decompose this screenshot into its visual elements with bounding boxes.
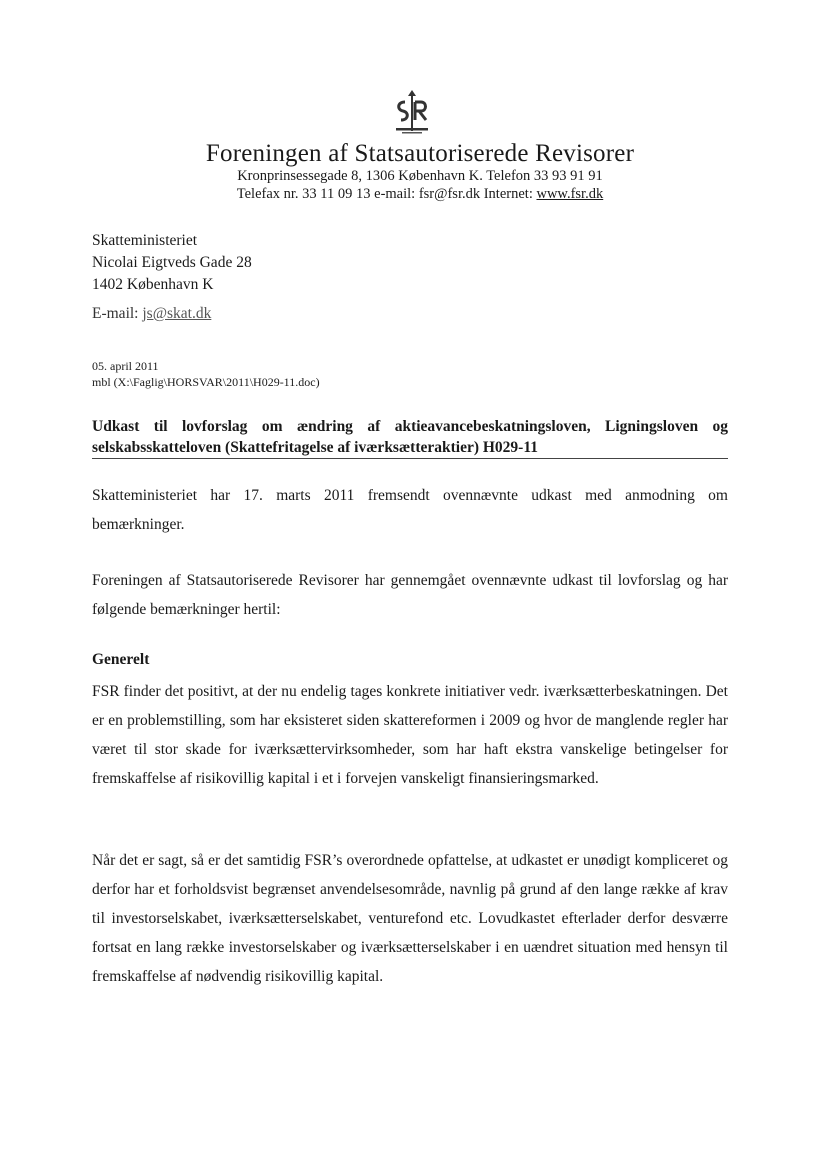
document-reference: mbl (X:\Faglig\HORSVAR\2011\H029-11.doc) bbox=[92, 375, 320, 389]
body-paragraph-3: FSR finder det positivt, at der nu endelig tages konkrete initiativer vedr. iværksætterbeskatningen. Det er en problemstilling, som har eksisteret siden skattereformen i 2009 og hvor de manglende regler har været til stor skade for iværksættervirksomheder, som har haft ekstra vanskelige betingelser for fremskaffelse af risikovillig kapital i et i forvejen vanskeligt finansieringsmarked. bbox=[92, 683, 728, 787]
recipient-email bbox=[92, 305, 211, 323]
body-paragraph-1: Skatteministeriet har 17. marts 2011 fremsendt ovennævnte udkast med anmodning om bemærkninger. bbox=[92, 487, 728, 533]
recipient-city: 1402 København K bbox=[92, 276, 214, 293]
recipient-name: Skatteministeriet bbox=[92, 232, 198, 249]
section-heading-generelt: Generelt bbox=[92, 651, 150, 668]
organization-contact bbox=[0, 186, 826, 203]
letter-date: 05. april 2011 bbox=[92, 359, 159, 373]
email-label: E-mail: bbox=[92, 305, 143, 322]
organization-address: Kronprinsessegade 8, 1306 København K. Telefon 33 93 91 91 bbox=[237, 168, 603, 184]
letter-subject: Udkast til lovforslag om ændring af aktieavancebeskatningsloven, Ligningsloven og selskabsskatteloven (Skattefritagelse af iværksætteraktier) H029-11 bbox=[92, 418, 728, 456]
email-link[interactable]: js@skat.dk bbox=[142, 305, 212, 322]
website-link[interactable]: www.fsr.dk bbox=[536, 186, 604, 202]
contact-details: Telefax nr. 33 11 09 13 e-mail: fsr@fsr.dk Internet: bbox=[236, 186, 537, 202]
body-paragraph-2: Foreningen af Statsautoriserede Revisorer har gennemgået ovennævnte udkast til lovforslag og har følgende bemærkninger hertil: bbox=[92, 572, 728, 618]
fsr-logo bbox=[388, 88, 436, 136]
recipient-street: Nicolai Eigtveds Gade 28 bbox=[92, 254, 252, 271]
body-paragraph-4: Når det er sagt, så er det samtidig FSR’s overordnede opfattelse, at udkastet er unødigt kompliceret og derfor har et forholdsvist begrænset anvendelsesområde, navnlig på grund af den lange række af krav til investorselskabet, iværksætterselskabet, venturefond etc. Lovudkastet efterlader derfor desværre fortsat en lang række investorselskaber og iværksætterselskaber i en uændret situation med hensyn til fremskaffelse af nødvendig risikovillig kapital. bbox=[92, 852, 728, 985]
subject-divider bbox=[92, 458, 728, 459]
organization-name: Foreningen af Statsautoriserede Revisorer bbox=[205, 140, 635, 167]
